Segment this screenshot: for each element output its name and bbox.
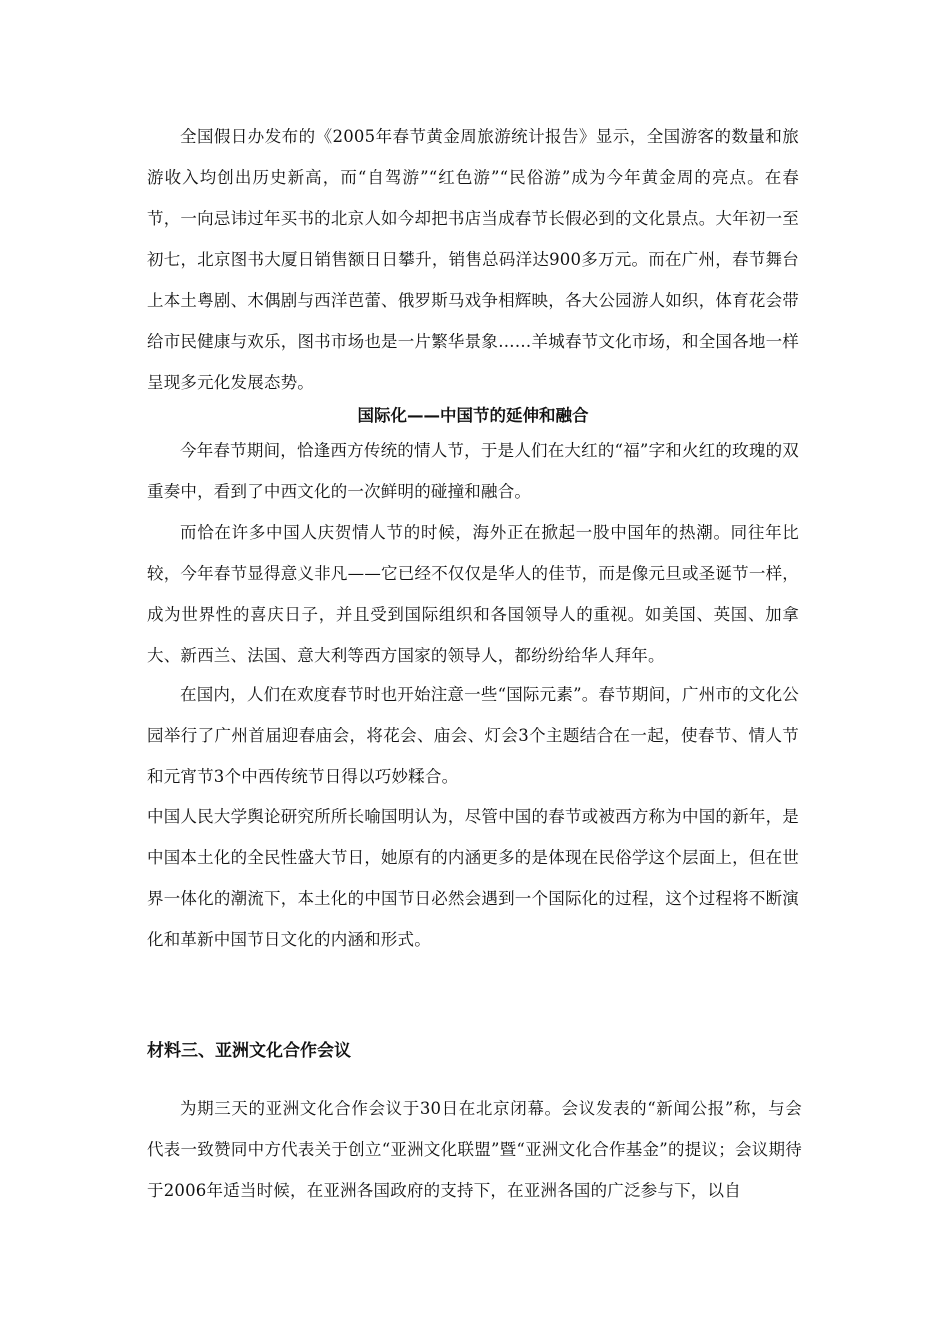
section-heading-internationalization: 国际化——中国节的延伸和融合 (357, 406, 589, 425)
paragraph-tourism-statistics: 全国假日办发布的《2005年春节黄金周旅游统计报告》显示，全国游客的数量和旅游收入均创出历史新高，而“自驾游”“红色游”“民俗游”成为今年黄金周的亮点。在春节，一向忌讳过年买书的北京人如今却把书店当成春节长假必到的文化景点。大年初一至初七，北京图书大厦日销售额日日攀升，销售总码洋达900多万元。而在广州，春节舞台上本土粤剧、木偶剧与西洋芭蕾、俄罗斯马戏争相辉映，各大公园游人如织，体育花会带给市民健康与欢乐，图书市场也是一片繁华景象……羊城春节文化市场，和全国各地一样呈现多元化发展态势。 (147, 127, 799, 392)
paragraph-overseas-chinese-new-year: 而恰在许多中国人庆贺情人节的时候，海外正在掀起一股中国年的热潮。同往年比较，今年春节显得意义非凡——它已经不仅仅是华人的佳节，而是像元旦或圣诞节一样，成为世界性的喜庆日子，并且受到国际组织和各国领导人的重视。如美国、英国、加拿大、新西兰、法国、意大利等西方国家的领导人，都纷纷给华人拜年。 (147, 523, 799, 665)
section-heading-material-three: 材料三、亚洲文化合作会议 (147, 1041, 351, 1061)
paragraph-asia-culture-conference: 为期三天的亚洲文化合作会议于30日在北京闭幕。会议发表的“新闻公报”称，与会代表一致赞同中方代表关于创立“亚洲文化联盟”暨“亚洲文化合作基金”的提议；会议期待于2006年适当时候，在亚洲各国政府的支持下，在亚洲各国的广泛参与下，以自 (147, 1099, 802, 1200)
paragraph-international-elements: 在国内，人们在欢度春节时也开始注意一些“国际元素”。春节期间，广州市的文化公园举行了广州首届迎春庙会，将花会、庙会、灯会3个主题结合在一起，使春节、情人节和元宵节3个中西传统节日得以巧妙糅合。 (147, 685, 799, 786)
paragraph-valentines-day: 今年春节期间，恰逢西方传统的情人节，于是人们在大红的“福”字和火红的玫瑰的双重奏中，看到了中西文化的一次鲜明的碰撞和融合。 (147, 441, 799, 501)
paragraph-expert-opinion: 中国人民大学舆论研究所所长喻国明认为，尽管中国的春节或被西方称为中国的新年，是中国本土化的全民性盛大节日，她原有的内涵更多的是体现在民俗学这个层面上，但在世界一体化的潮流下，本土化的中国节日必然会遇到一个国际化的过程，这个过程将不断演化和革新中国节日文化的内涵和形式。 (147, 807, 799, 949)
